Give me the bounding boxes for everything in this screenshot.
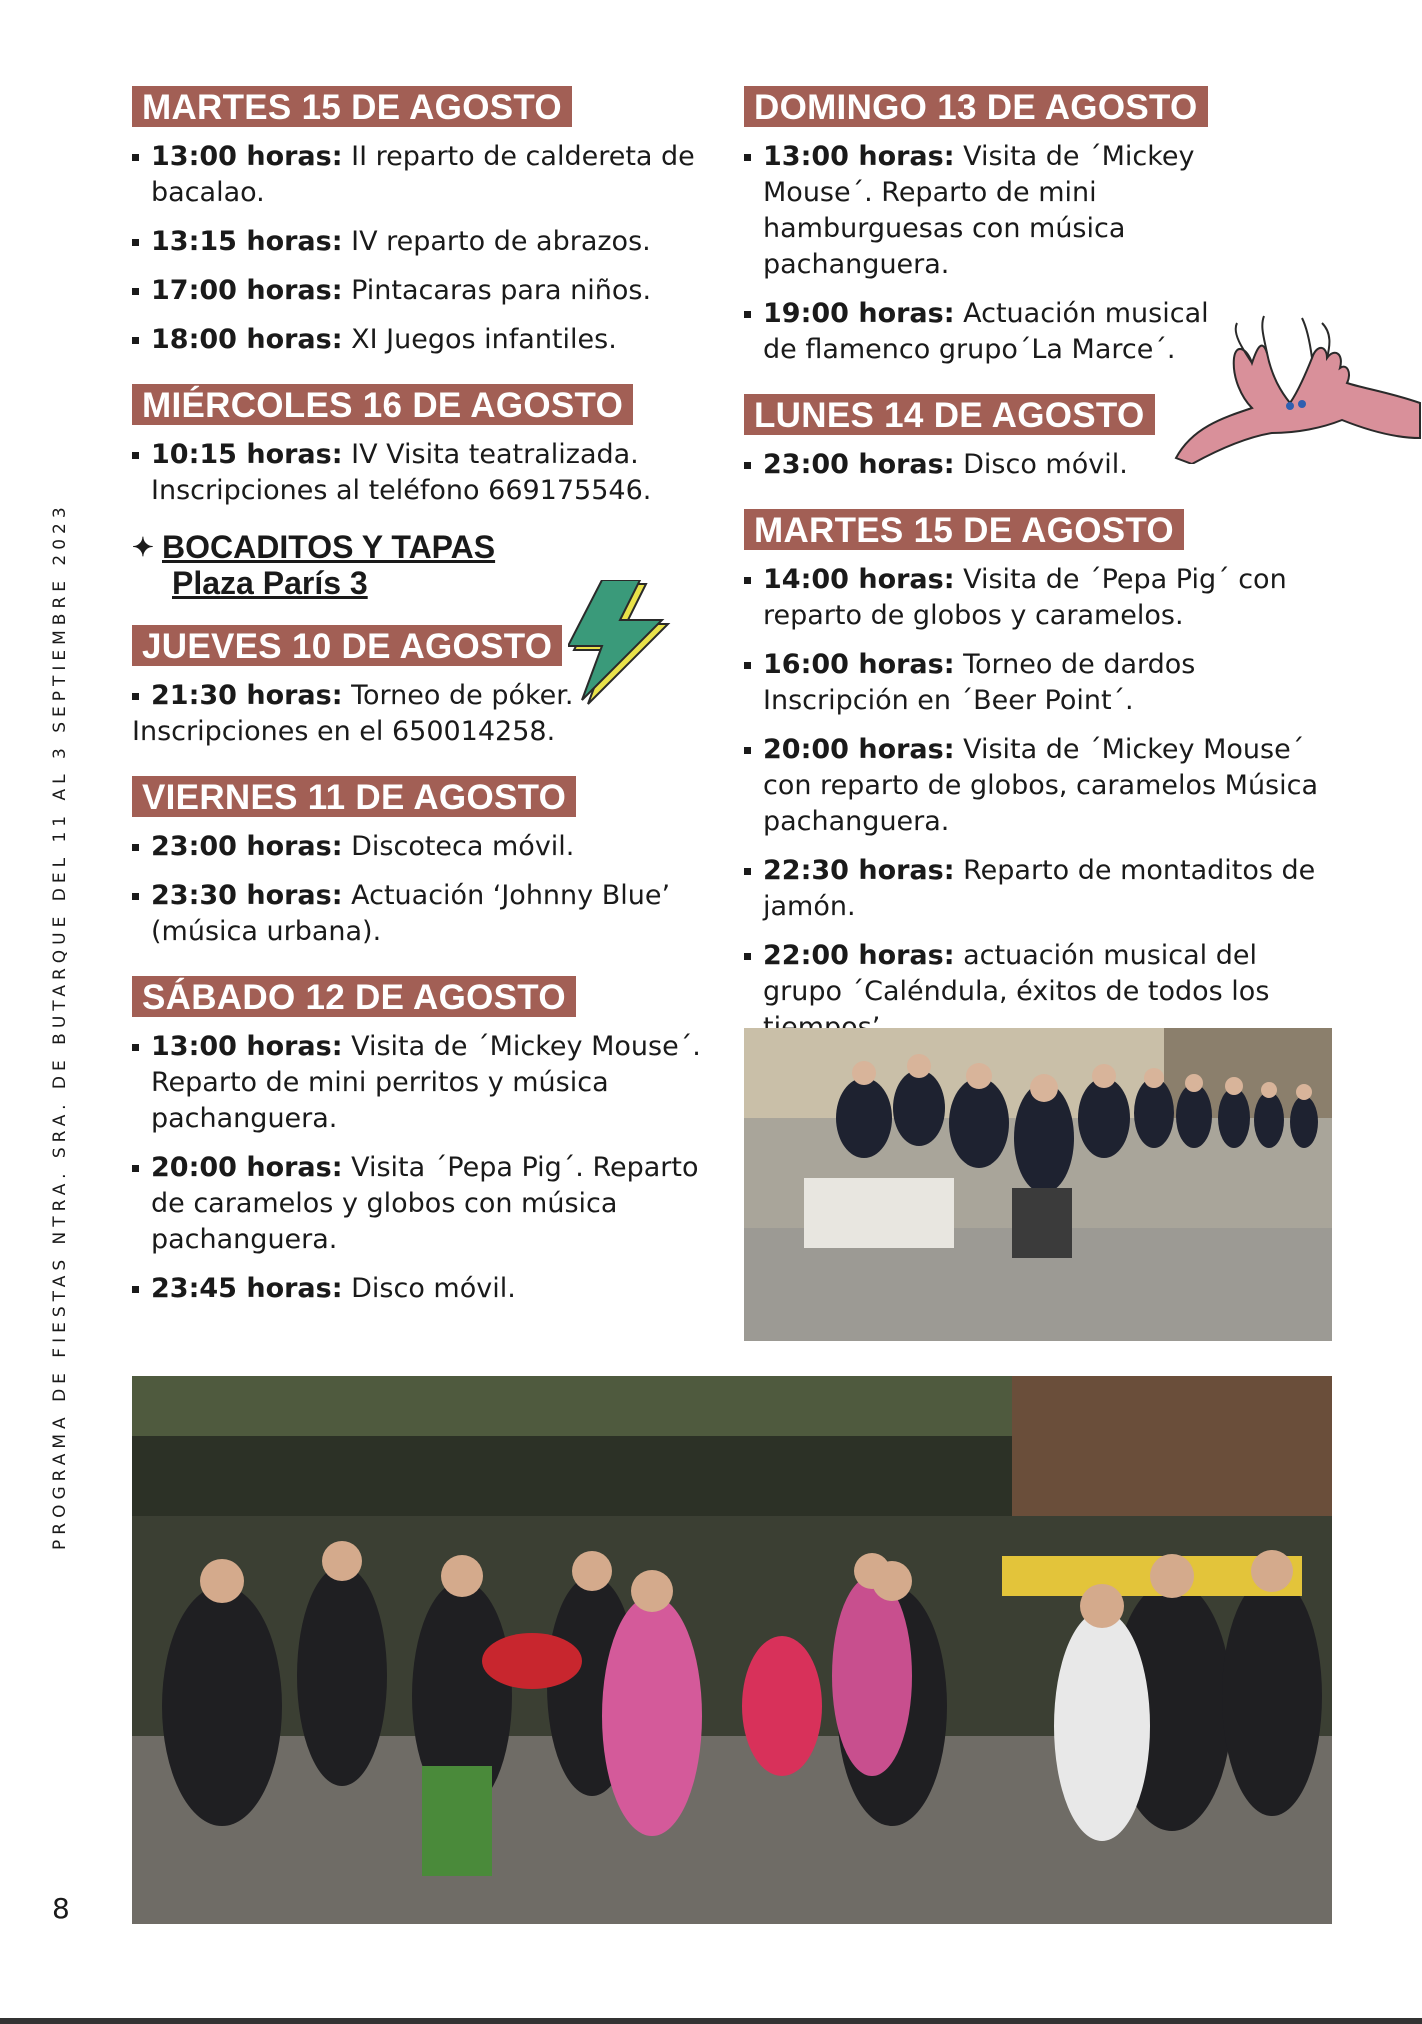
event-item <box>744 296 1244 368</box>
sparkle-icon: ✦ <box>132 532 154 562</box>
event-time: 20:00 horas: <box>151 1152 343 1183</box>
event-text: actuación musical del grupo ´Caléndula, éxitos de todos los <box>763 940 1270 1007</box>
day-heading: MARTES 15 DE AGOSTO <box>744 509 1184 550</box>
event-item <box>744 732 1344 840</box>
event-text: Reparto de montaditos de jamón. <box>763 855 1316 922</box>
event-list <box>132 1029 712 1307</box>
event-time: 23:30 horas: <box>151 880 343 911</box>
event-text: Actuación musical de flamenco grupo´La Marce´. <box>763 298 1209 365</box>
special-venue-address: Plaza París 3 <box>172 565 368 601</box>
event-text: II reparto de caldereta de bacalao. <box>151 141 695 208</box>
day-heading: MARTES 15 DE AGOSTO <box>132 86 572 127</box>
event-text: Visita de ´Mickey Mouse´. Reparto de mini hamburguesas con música pachanguera. <box>763 141 1195 280</box>
event-photo-serving <box>744 1028 1332 1341</box>
heart-hands-icon <box>1172 308 1422 464</box>
event-item <box>132 1271 712 1307</box>
event-list <box>132 437 712 509</box>
event-item <box>744 139 1244 283</box>
event-list <box>132 829 712 950</box>
event-time: 13:00 horas: <box>151 1031 343 1062</box>
event-item <box>132 829 712 865</box>
left-column <box>132 86 712 1333</box>
event-time: 13:15 horas: <box>151 226 343 257</box>
special-venue-title: BOCADITOS Y TAPAS <box>162 529 496 565</box>
event-list <box>132 139 712 358</box>
event-time: 14:00 horas: <box>763 564 955 595</box>
event-item <box>132 322 712 358</box>
event-time: 22:00 horas: <box>763 940 955 971</box>
event-time: 20:00 horas: <box>763 734 955 765</box>
day-heading: LUNES 14 DE AGOSTO <box>744 394 1155 435</box>
event-text: Pintacaras para niños. <box>342 275 652 306</box>
event-text: Actuación ‘Johnny Blue’ (música urbana). <box>151 880 671 947</box>
event-list <box>744 562 1344 1046</box>
day-heading: VIERNES 11 DE AGOSTO <box>132 776 576 817</box>
event-time: 13:00 horas: <box>763 141 955 172</box>
event-text: Disco móvil. <box>342 1273 516 1304</box>
event-time: 16:00 horas: <box>763 649 955 680</box>
event-text: Torneo de póker. <box>342 680 574 711</box>
day-heading: SÁBADO 12 DE AGOSTO <box>132 976 576 1017</box>
event-text: Discoteca móvil. <box>342 831 575 862</box>
event-time: 13:00 horas <box>151 141 332 172</box>
event-item <box>744 647 1344 719</box>
event-time: 17:00 horas: <box>151 275 343 306</box>
event-text: Visita de ´Mickey Mouse´ con reparto de globos, caramelos Música pachanguera. <box>763 734 1319 837</box>
photo-serving-scene <box>744 1028 1332 1341</box>
event-item <box>132 437 712 509</box>
event-text: IV Visita teatralizada. Inscripciones al teléfono 669175546. <box>151 439 652 506</box>
event-time: 19:00 horas: <box>763 298 955 329</box>
event-time: 23:00 horas: <box>763 449 955 480</box>
right-column <box>744 86 1344 1072</box>
event-list <box>744 139 1244 368</box>
day-heading: JUEVES 10 DE AGOSTO <box>132 625 562 666</box>
event-text: Disco móvil. <box>954 449 1128 480</box>
event-item <box>132 1029 712 1137</box>
photo-parade-scene <box>132 1376 1332 1924</box>
event-item <box>744 853 1344 925</box>
event-item <box>132 1150 712 1258</box>
event-text: XI Juegos infantiles. <box>342 324 617 355</box>
event-item <box>132 224 712 260</box>
bottom-bar <box>0 2018 1422 2024</box>
day-heading: MIÉRCOLES 16 DE AGOSTO <box>132 384 633 425</box>
event-item <box>744 562 1344 634</box>
event-time: 10:15 horas: <box>151 439 343 470</box>
event-time: 23:45 horas: <box>151 1273 343 1304</box>
event-photo-parade <box>132 1376 1332 1924</box>
lightning-bolt-icon <box>568 580 672 708</box>
event-time-sep: : <box>331 141 343 172</box>
sidebar-program-title: PROGRAMA DE FIESTAS NTRA. SRA. DE BUTARQUE DEL 11 AL 3 SEPTIEMBRE 2023 <box>50 502 70 1550</box>
event-time: 18:00 horas: <box>151 324 343 355</box>
event-text: Visita de ´Mickey Mouse´. Reparto de mini perritos y música pachanguera. <box>151 1031 701 1134</box>
event-text: Torneo de dardos Inscripción en ´Beer Point´. <box>763 649 1196 716</box>
event-text: IV reparto de abrazos. <box>342 226 651 257</box>
event-text: Visita de ´Pepa Pig´ con reparto de globos y caramelos. <box>763 564 1287 631</box>
event-time: 23:00 horas: <box>151 831 343 862</box>
event-text-cont: Inscripciones en el 650014258. <box>132 716 556 747</box>
event-item <box>132 273 712 309</box>
day-heading: DOMINGO 13 DE AGOSTO <box>744 86 1208 127</box>
event-item <box>132 878 712 950</box>
event-time: 21:30 horas: <box>151 680 343 711</box>
event-item <box>132 139 712 211</box>
page-number: 8 <box>52 1892 70 1925</box>
event-text: Visita ´Pepa Pig´. Reparto de caramelos y globos con música pachanguera. <box>151 1152 699 1255</box>
event-time: 22:30 horas: <box>763 855 955 886</box>
